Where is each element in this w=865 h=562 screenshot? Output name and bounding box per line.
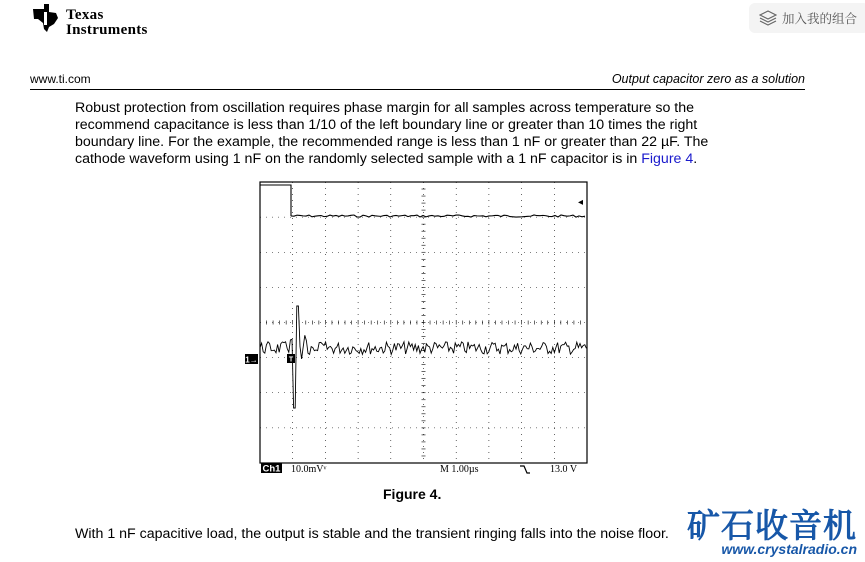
figure-caption: Figure 4. <box>383 486 442 502</box>
logo-word-instruments: Instruments <box>66 22 148 38</box>
section-title: Output capacitor zero as a solution <box>611 72 805 86</box>
timebase-readout: M 1.00µs <box>440 464 479 475</box>
paragraph-line: Robust protection from oscillation requires phase margin for all samples across temperature so the <box>75 100 695 116</box>
paragraph-line: boundary line. For the example, the recommended range is less than 1 nF or greater than 22 µF. The <box>75 134 709 150</box>
trigger-level-readout: 13.0 V <box>550 464 578 475</box>
trigger-position-label: T <box>288 356 294 364</box>
ti-logo <box>30 3 180 43</box>
oscilloscope-figure <box>244 179 590 477</box>
texas-state-icon <box>30 3 62 33</box>
channel-1-marker-label: 1→ <box>245 355 258 365</box>
logo-word-texas: Texas <box>66 7 104 23</box>
header-rule <box>30 89 805 90</box>
falling-edge-trigger-icon <box>520 466 530 473</box>
paragraph-line <box>75 151 775 168</box>
bottom-paragraph: With 1 nF capacitive load, the output is stable and the transient ringing falls into the noise floor. <box>75 526 669 542</box>
ch1-badge-label: Ch1 <box>262 463 281 475</box>
add-to-collection-label: 加入我的组合 <box>782 12 858 26</box>
paragraph-text: cathode waveform using 1 nF on the randomly selected sample with a 1 nF capacitor is in <box>75 151 642 167</box>
layers-icon <box>759 10 777 26</box>
body-paragraph <box>75 100 775 168</box>
trigger-level-arrow: ◂ <box>578 197 584 208</box>
vertical-scale-readout: 10.0mVᵛ <box>291 464 327 475</box>
paragraph-end: . <box>693 151 698 167</box>
site-url[interactable]: www.ti.com <box>30 72 91 86</box>
figure-4-link[interactable]: Figure 4 <box>641 151 694 167</box>
paragraph-line: recommend capacitance is less than 1/10 of the left boundary line or greater than 10 times the right <box>75 117 698 133</box>
add-to-collection-button[interactable] <box>749 3 865 33</box>
watermark-logo-text: 矿石收音机 <box>687 507 857 544</box>
watermark-url: www.crystalradio.cn <box>721 541 857 557</box>
